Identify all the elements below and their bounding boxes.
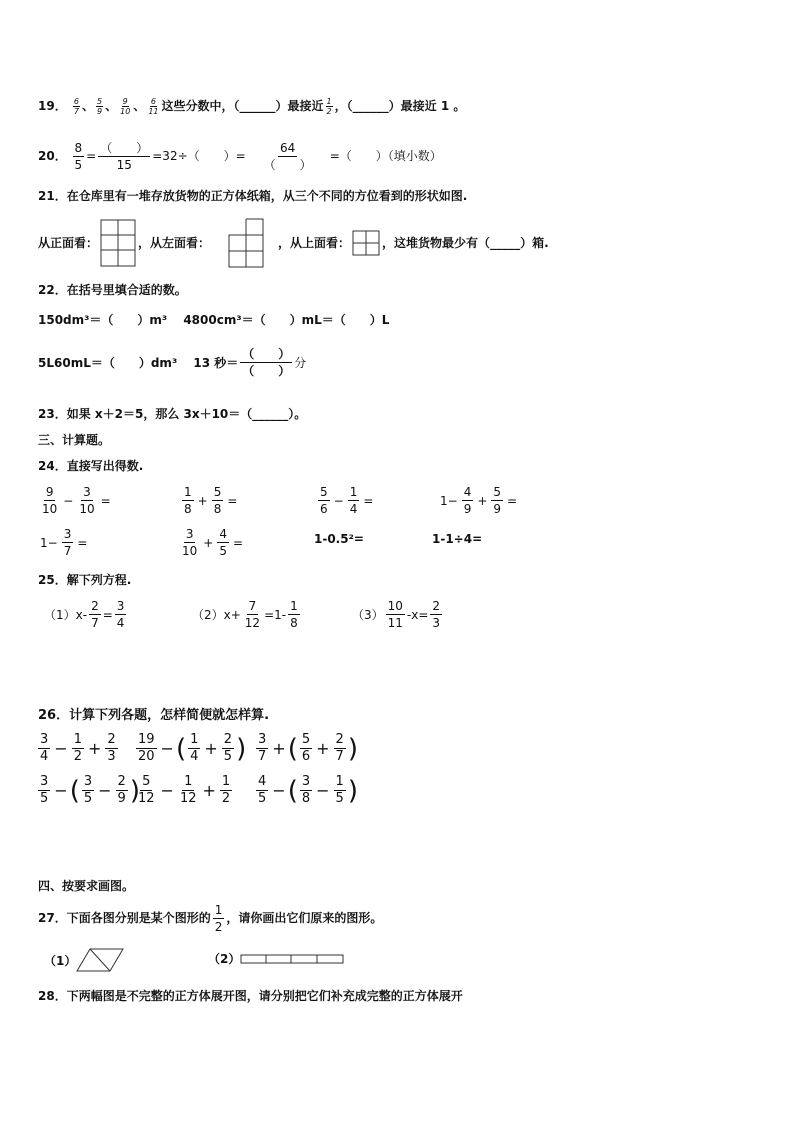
fraction: $\frac{3}{5}$	[83, 774, 93, 806]
fraction: $\frac{5}{9}$	[97, 97, 103, 116]
fraction: $\frac{1}{12}$	[179, 774, 197, 806]
fraction: $\frac{6}{11}$	[148, 97, 159, 116]
fraction: $\frac{9}{10}$	[42, 485, 58, 516]
fraction: $\frac{2}{7}$	[335, 732, 344, 764]
question-23: 23．如果 x＋2＝5，那么 3x＋10＝（______）。	[38, 407, 307, 421]
arithmetic-item: $\frac{1}{8}$ + $\frac{5}{8}$ =	[184, 485, 238, 516]
fraction: $\frac{1}{4}$	[349, 485, 358, 516]
fraction: $\frac{2}{3}$	[107, 732, 116, 764]
fraction: $\frac{1}{8}$	[184, 485, 192, 516]
question-19: 19． $\frac{6}{7}$ 、 $\frac{5}{9}$ 、 $\frac{9}{10}$ 、 $\frac{6}{11}$ 这些分数中，（______）最接近 $\frac{1}{2}$ ，（______）最接近 1 。	[38, 97, 466, 116]
strip-half-figure	[240, 953, 344, 965]
fraction: $\frac{1}{4}$	[190, 732, 199, 764]
fraction: $\frac{5}{6}$	[301, 732, 311, 764]
question-27: 27． 下面各图分别是某个图形的 $\frac{1}{2}$ ，请你画出它们原来的图形。	[38, 902, 383, 934]
fraction: $\frac{6}{7}$	[73, 97, 79, 116]
fraction: $\frac{3}{10}$	[79, 485, 95, 516]
fraction: $\frac{5}{12}$	[138, 774, 155, 806]
answer-blank[interactable]: ______	[352, 99, 389, 113]
fraction: $\frac{8}{5}$	[74, 141, 83, 172]
question-28: 28．下两幅图是不完整的正方体展开图，请分别把它们补充成完整的正方体展开	[38, 989, 463, 1003]
equation-1: （1）x- $\frac{2}{7}$ = $\frac{3}{4}$	[44, 599, 125, 630]
question-21-views: 从正面看： ，从左面看： ，从上面看： ，这堆货物最少有（ _____ ）箱.	[38, 218, 549, 268]
fraction: $\frac{5}{9}$	[493, 485, 502, 516]
question-22-line2[interactable]: 5L60mL＝（ ）dm³ 13 秒＝ $\frac{( )}{( )}$ 分	[38, 347, 307, 378]
arithmetic-item: $\frac{3}{10}$ + $\frac{4}{5}$ =	[182, 527, 244, 558]
arithmetic-item: 1− $\frac{3}{7}$ =	[40, 527, 88, 558]
arithmetic-item: 1− $\frac{4}{9}$ + $\frac{5}{9}$ =	[440, 485, 518, 516]
fraction: $\frac{4}{5}$	[258, 774, 267, 806]
arithmetic-item: $\frac{9}{10}$ − $\frac{3}{10}$ =	[42, 485, 111, 516]
simplify-item: $\frac{3}{5}$ − ( $\frac{3}{5}$ − $\frac{2}{9}$ )	[40, 774, 140, 806]
section-4-heading: 四、按要求画图。	[38, 879, 135, 893]
simplify-item: $\frac{5}{12}$ − $\frac{1}{12}$ + $\frac{1}{2}$	[138, 774, 231, 806]
figure-1: （1）	[44, 948, 124, 972]
fraction: $\frac{3}{7}$	[258, 732, 267, 764]
question-22-line1[interactable]: 150dm³＝（ ）m³ 4800cm³＝（ ）mL＝（ ）L	[38, 313, 390, 327]
question-25: 25．解下列方程.	[38, 573, 132, 587]
arithmetic-item: 1-0.5²=	[314, 532, 364, 546]
fraction-half: $\frac{1}{2}$	[326, 97, 332, 116]
left-view-icon	[228, 218, 264, 268]
section-3-heading: 三、计算题。	[38, 433, 111, 447]
figure-2: （2）	[208, 950, 344, 967]
fraction: $\frac{3}{10}$	[182, 527, 198, 558]
simplify-item: $\frac{4}{5}$ − ( $\frac{3}{8}$ − $\frac{1}{5}$ )	[258, 774, 358, 806]
fraction: $\frac{3}{7}$	[63, 527, 72, 558]
answer-blank[interactable]: ______	[252, 407, 289, 421]
fraction: $\frac{9}{10}$	[120, 97, 131, 116]
arithmetic-item: $\frac{5}{6}$ − $\frac{1}{4}$ =	[320, 485, 374, 516]
question-number: 19．	[38, 99, 67, 113]
question-26: 26．计算下列各题，怎样简便就怎样算.	[38, 708, 270, 723]
front-view-icon	[100, 219, 136, 267]
top-view-icon	[352, 230, 380, 256]
question-20: 20． $\frac{8}{5}$ = $\frac{( )}{15}$ =32÷（ ）= $\frac{64}{( )}$ =（ ）（填小数）	[38, 141, 442, 172]
equation-3: （3） $\frac{10}{11}$ -x= $\frac{2}{3}$	[352, 599, 441, 630]
fraction-blank[interactable]: $\frac{( )}{( )}$	[242, 347, 291, 378]
question-21: 21．在仓库里有一堆存放货物的正方体纸箱，从三个不同的方位看到的形状如图.	[38, 189, 468, 203]
fraction-blank[interactable]: $\frac{( )}{15}$	[100, 141, 149, 172]
fraction: $\frac{2}{9}$	[117, 774, 126, 806]
fraction: $\frac{3}{5}$	[40, 774, 49, 806]
fraction: $\frac{2}{5}$	[223, 732, 233, 764]
fraction: $\frac{3}{4}$	[40, 732, 49, 764]
question-22: 22．在括号里填合适的数。	[38, 283, 187, 297]
simplify-item: $\frac{3}{7}$ + ( $\frac{5}{6}$ + $\frac{2}{7}$ )	[258, 732, 358, 764]
fraction: $\frac{19}{20}$	[138, 732, 155, 764]
fraction-blank[interactable]: $\frac{64}{( )}$	[263, 141, 312, 172]
fraction: $\frac{1}{2}$	[221, 774, 231, 806]
fraction: $\frac{4}{9}$	[463, 485, 472, 516]
fraction-half: $\frac{1}{2}$	[214, 902, 223, 934]
parallelogram-half-figure	[76, 948, 124, 972]
equation-2: （2）x+ $\frac{7}{12}$ =1- $\frac{1}{8}$	[192, 599, 298, 630]
fraction: $\frac{1}{5}$	[335, 774, 344, 806]
answer-blank[interactable]: _____	[490, 236, 521, 250]
answer-blank[interactable]: ______	[239, 99, 276, 113]
simplify-item: $\frac{19}{20}$ − ( $\frac{1}{4}$ + $\frac{2}{5}$ )	[138, 732, 247, 764]
fraction: $\frac{3}{8}$	[301, 774, 311, 806]
question-24: 24．直接写出得数.	[38, 459, 144, 473]
fraction: $\frac{4}{5}$	[219, 527, 227, 558]
arithmetic-item: 1-1÷4=	[432, 532, 483, 546]
fraction: $\frac{5}{8}$	[213, 485, 222, 516]
fraction: $\frac{5}{6}$	[320, 485, 328, 516]
fraction: $\frac{1}{2}$	[73, 732, 82, 764]
simplify-item: $\frac{3}{4}$ − $\frac{1}{2}$ + $\frac{2}{3}$	[40, 732, 116, 764]
